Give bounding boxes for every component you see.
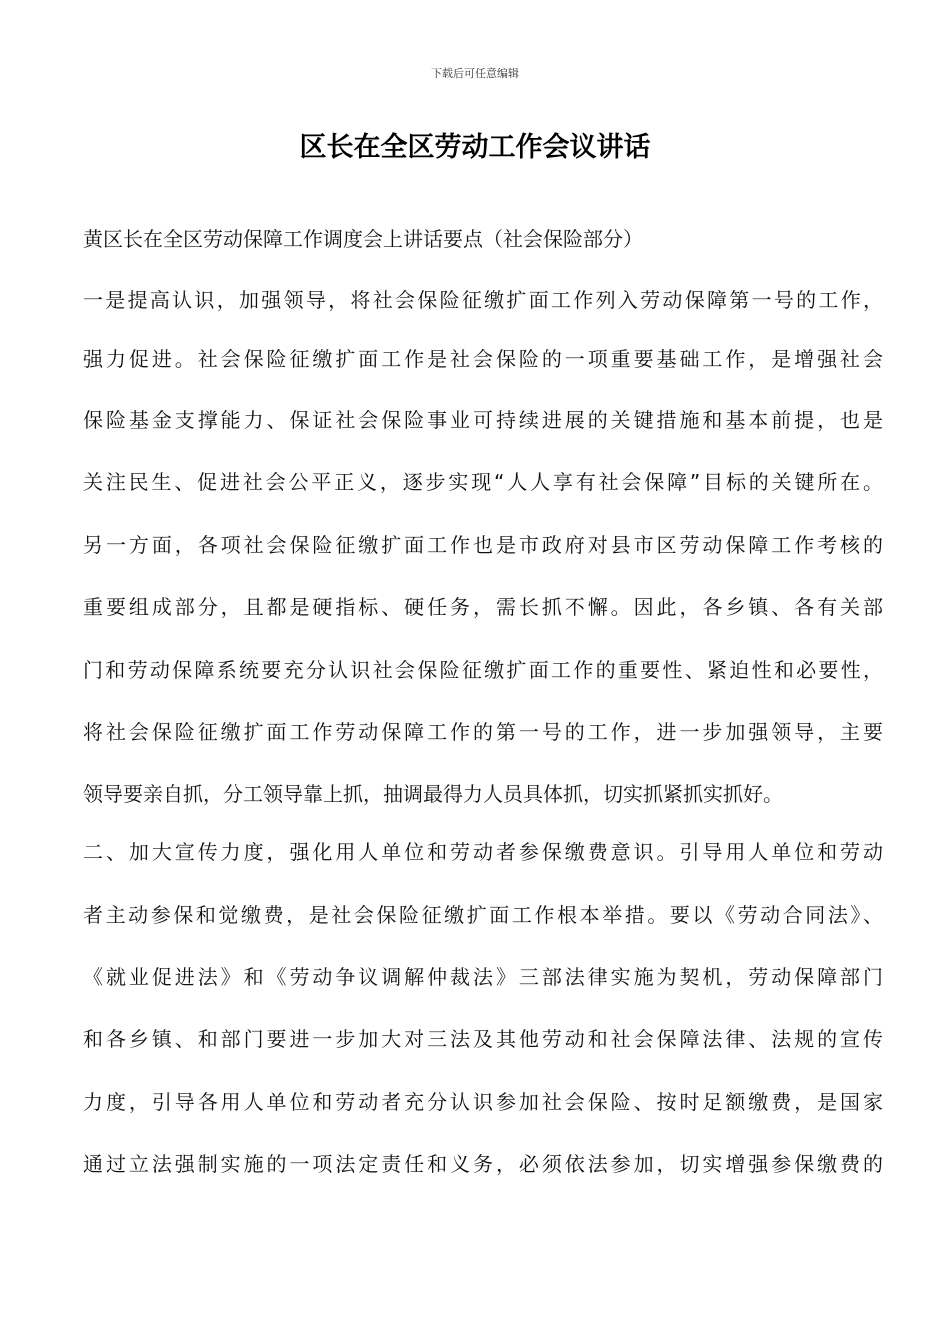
paragraph-line: 强力促进。社会保险征缴扩面工作是社会保险的一项重要基础工作，是增强社会 <box>83 347 883 371</box>
paragraph-line: 者主动参保和觉缴费，是社会保险征缴扩面工作根本举措。要以《劳动合同法》、 <box>83 903 883 927</box>
paragraph-line: 和各乡镇、和部门要进一步加大对三法及其他劳动和社会保障法律、法规的宣传 <box>83 1027 883 1051</box>
paragraph-line: 《就业促进法》和《劳动争议调解仲裁法》三部法律实施为契机，劳动保障部门 <box>83 965 883 989</box>
paragraph-line: 二、加大宣传力度，强化用人单位和劳动者参保缴费意识。引导用人单位和劳动 <box>83 840 883 864</box>
paragraph-line: 一是提高认识，加强领导，将社会保险征缴扩面工作列入劳动保障第一号的工作， <box>83 288 883 312</box>
document-title: 区长在全区劳动工作会议讲话 <box>299 132 651 163</box>
paragraph-line: 黄区长在全区劳动保障工作调度会上讲话要点（社会保险部分） <box>83 227 643 251</box>
paragraph-line: 门和劳动保障系统要充分认识社会保险征缴扩面工作的重要性、紧迫性和必要性， <box>83 658 883 682</box>
paragraph-line: 重要组成部分，且都是硬指标、硬任务，需长抓不懈。因此，各乡镇、各有关部 <box>83 595 883 619</box>
paragraph-line: 通过立法强制实施的一项法定责任和义务，必须依法参加，切实增强参保缴费的 <box>83 1152 883 1176</box>
paragraph-line: 力度，引导各用人单位和劳动者充分认识参加社会保险、按时足额缴费，是国家 <box>83 1090 883 1114</box>
paragraph-line: 保险基金支撑能力、保证社会保险事业可持续进展的关键措施和基本前提，也是 <box>83 408 883 432</box>
paragraph-line: 领导要亲自抓，分工领导靠上抓，抽调最得力人员具体抓，切实抓紧抓实抓好。 <box>83 782 783 806</box>
page-header-note: 下载后可任意编辑 <box>431 67 519 80</box>
paragraph-line: 将社会保险征缴扩面工作劳动保障工作的第一号的工作，进一步加强领导，主要 <box>83 720 883 744</box>
paragraph-line: 另一方面，各项社会保险征缴扩面工作也是市政府对县市区劳动保障工作考核的 <box>83 533 883 557</box>
paragraph-line: 关注民生、促进社会公平正义，逐步实现“人人享有社会保障”目标的关键所在。 <box>83 470 883 494</box>
